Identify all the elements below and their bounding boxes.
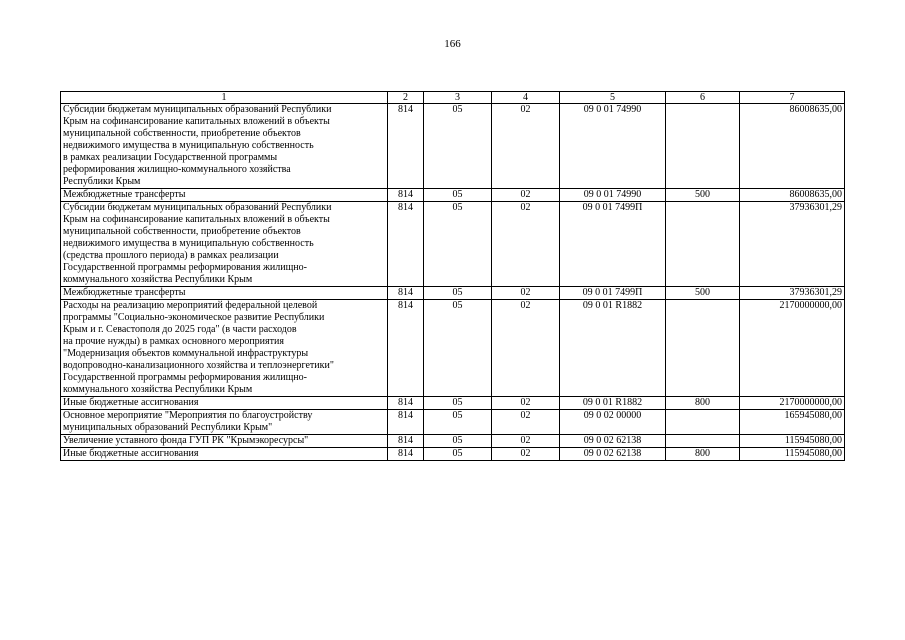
target-article-code: 09 0 02 00000 [560,410,666,435]
table-row [61,448,845,461]
table-row [61,410,845,435]
ministry-code: 814 [388,410,424,435]
subsection-code: 02 [492,435,560,448]
ministry-code: 814 [388,300,424,397]
ministry-code: 814 [388,189,424,202]
column-header: 6 [666,92,740,104]
target-article-code: 09 0 01 R1882 [560,397,666,410]
subsection-code: 02 [492,300,560,397]
amount: 115945080,00 [740,435,845,448]
amount: 115945080,00 [740,448,845,461]
section-code: 05 [424,435,492,448]
target-article-code: 09 0 01 7499П [560,202,666,287]
column-header: 3 [424,92,492,104]
table-row [61,104,845,189]
expense-type-code: 500 [666,189,740,202]
subsection-code: 02 [492,397,560,410]
table-row [61,189,845,202]
column-header: 2 [388,92,424,104]
section-code: 05 [424,410,492,435]
target-article-code: 09 0 01 R1882 [560,300,666,397]
expense-type-code [666,104,740,189]
expense-type-code [666,435,740,448]
ministry-code: 814 [388,202,424,287]
expense-name: Иные бюджетные ассигнования [61,448,388,461]
subsection-code: 02 [492,104,560,189]
expense-name: Межбюджетные трансферты [61,287,388,300]
expense-name: Основное мероприятие "Мероприятия по благоустройству муниципальных образований Республики Крым" [61,410,388,435]
expense-type-code [666,410,740,435]
table-row [61,202,845,287]
column-header: 1 [61,92,388,104]
expense-name: Субсидии бюджетам муниципальных образований Республики Крым на софинансирование капитальных вложений в объекты муниципальной собственности, приобретение объектов недвижимого имущества в муниципальную собственность (средства прошлого периода) в рамках реализации Государственной программы реформирования жилищно- коммунального хозяйства Республики Крым [61,202,388,287]
column-header: 4 [492,92,560,104]
section-code: 05 [424,189,492,202]
section-code: 05 [424,287,492,300]
target-article-code: 09 0 02 62138 [560,435,666,448]
expense-name: Расходы на реализацию мероприятий федеральной целевой программы "Социально-экономическое развитие Республики Крым и г. Севастополя до 2025 года" (в части расходов на прочие нужды) в рамках основного мероприятия "Модернизация объектов коммунальной инфраструктуры водопроводно-канализационного хозяйства и теплоэнергетики" Государственной программы реформирования жилищно- коммунального хозяйства Республики Крым [61,300,388,397]
expense-type-code: 800 [666,448,740,461]
target-article-code: 09 0 01 7499П [560,287,666,300]
table-row [61,287,845,300]
expense-name: Межбюджетные трансферты [61,189,388,202]
amount: 37936301,29 [740,287,845,300]
section-code: 05 [424,104,492,189]
page-number: 166 [444,38,461,50]
ministry-code: 814 [388,435,424,448]
target-article-code: 09 0 02 62138 [560,448,666,461]
table-row [61,300,845,397]
amount: 86008635,00 [740,189,845,202]
table-row [61,435,845,448]
target-article-code: 09 0 01 74990 [560,104,666,189]
amount: 86008635,00 [740,104,845,189]
expense-type-code: 800 [666,397,740,410]
section-code: 05 [424,300,492,397]
section-code: 05 [424,448,492,461]
amount: 2170000000,00 [740,300,845,397]
subsection-code: 02 [492,287,560,300]
expense-name: Увеличение уставного фонда ГУП РК "Крымэкоресурсы" [61,435,388,448]
subsection-code: 02 [492,202,560,287]
column-header-row [61,92,845,104]
ministry-code: 814 [388,104,424,189]
ministry-code: 814 [388,287,424,300]
amount: 165945080,00 [740,410,845,435]
table-row [61,397,845,410]
ministry-code: 814 [388,448,424,461]
subsection-code: 02 [492,410,560,435]
expense-name: Иные бюджетные ассигнования [61,397,388,410]
expense-type-code [666,202,740,287]
target-article-code: 09 0 01 74990 [560,189,666,202]
budget-table [60,91,845,461]
subsection-code: 02 [492,448,560,461]
amount: 2170000000,00 [740,397,845,410]
column-header: 7 [740,92,845,104]
ministry-code: 814 [388,397,424,410]
column-header: 5 [560,92,666,104]
amount: 37936301,29 [740,202,845,287]
expense-name: Субсидии бюджетам муниципальных образований Республики Крым на софинансирование капитальных вложений в объекты муниципальной собственности, приобретение объектов недвижимого имущества в муниципальную собственность в рамках реализации Государственной программы реформирования жилищно-коммунального хозяйства Республики Крым [61,104,388,189]
subsection-code: 02 [492,189,560,202]
section-code: 05 [424,397,492,410]
expense-type-code: 500 [666,287,740,300]
expense-type-code [666,300,740,397]
section-code: 05 [424,202,492,287]
